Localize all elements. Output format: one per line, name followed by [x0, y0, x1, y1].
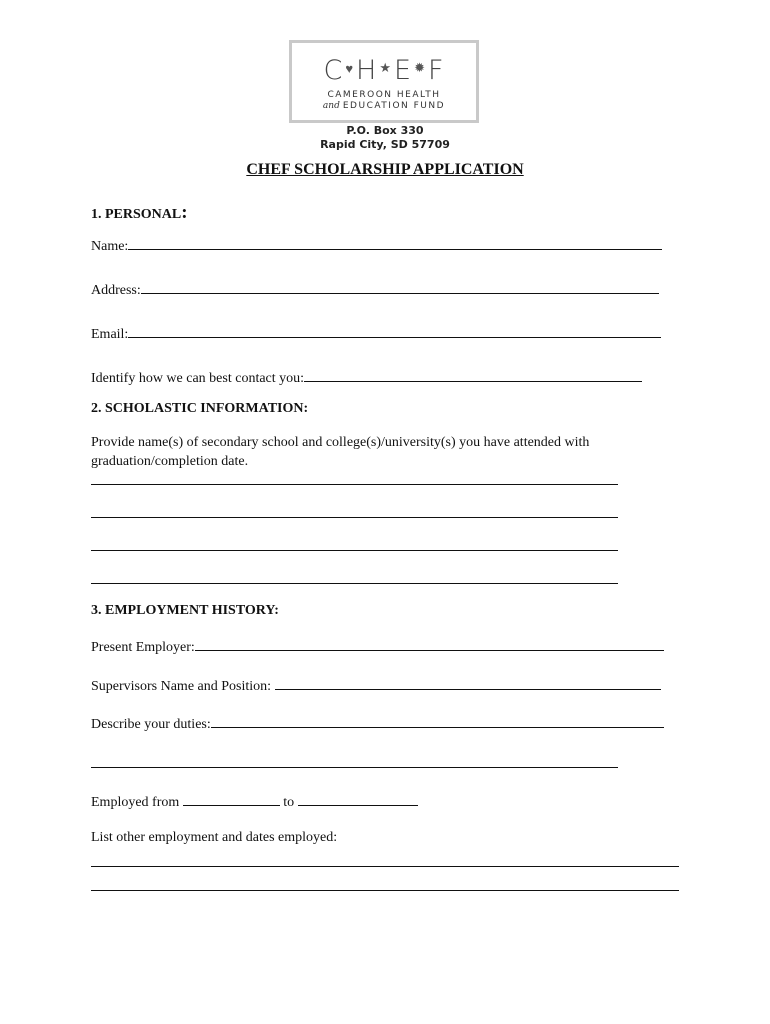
- contact-preference-field[interactable]: [91, 368, 642, 387]
- logo-org-line1: CAMEROON HEALTH: [327, 90, 441, 100]
- logo: [289, 40, 479, 123]
- name-input-line[interactable]: [128, 236, 662, 250]
- contact-label: Identify how we can best contact you:: [91, 371, 305, 386]
- supervisor-label: Supervisors Name and Position:: [91, 679, 272, 694]
- employed-to-label: to: [283, 795, 295, 810]
- address-input-line[interactable]: [141, 280, 659, 294]
- duties-label: Describe your duties:: [91, 717, 211, 732]
- section-personal-heading-text: 1. PERSONAL: [91, 207, 182, 222]
- address-line-1: P.O. Box 330: [346, 124, 424, 137]
- address-label: Address:: [91, 283, 141, 298]
- supervisor-input-line[interactable]: [275, 676, 661, 690]
- scholastic-instruction: Provide name(s) of secondary school and college(s)/university(s) you have attended with graduation/completion date.: [91, 435, 590, 469]
- duties-line-2[interactable]: [91, 767, 618, 768]
- supervisor-field[interactable]: [91, 676, 661, 695]
- employed-from-label: Employed from: [91, 795, 180, 810]
- present-employer-field[interactable]: [91, 637, 664, 656]
- scholastic-line-2[interactable]: [91, 517, 618, 518]
- email-input-line[interactable]: [128, 324, 661, 338]
- name-label: Name:: [91, 239, 129, 254]
- star-icon: ★: [379, 61, 393, 76]
- employment-dates-field[interactable]: [91, 792, 418, 811]
- duties-input-line[interactable]: [211, 714, 664, 728]
- email-label: Email:: [91, 327, 129, 342]
- email-field[interactable]: [91, 324, 661, 343]
- employer-input-line[interactable]: [195, 637, 664, 651]
- logo-letter-h: H: [356, 55, 378, 86]
- page-title: CHEF SCHOLARSHIP APPLICATION: [246, 161, 524, 178]
- scholastic-line-1[interactable]: [91, 484, 618, 485]
- other-employment-label: List other employment and dates employed:: [91, 830, 338, 845]
- logo-and: and: [322, 101, 340, 111]
- scholastic-line-4[interactable]: [91, 583, 618, 584]
- address-line-2: Rapid City, SD 57709: [320, 138, 450, 151]
- scholastic-line-3[interactable]: [91, 550, 618, 551]
- section-personal-heading: 1. PERSONAL:: [91, 202, 188, 223]
- logo-letter-e: E: [394, 55, 413, 86]
- other-employment-line-2[interactable]: [91, 890, 679, 891]
- other-employment-line-1[interactable]: [91, 866, 679, 867]
- contact-input-line[interactable]: [304, 368, 642, 382]
- logo-org-line2-text: EDUCATION FUND: [342, 101, 446, 111]
- leaf-icon: ✹: [414, 61, 426, 76]
- name-field[interactable]: [91, 236, 662, 255]
- employed-to-input-line[interactable]: [298, 792, 418, 806]
- section-employment-heading: 3. EMPLOYMENT HISTORY:: [91, 603, 279, 618]
- heart-icon: ♥: [345, 61, 355, 77]
- duties-field[interactable]: [91, 714, 664, 733]
- employer-label: Present Employer:: [91, 640, 195, 655]
- address-field[interactable]: [91, 280, 659, 299]
- employed-from-input-line[interactable]: [183, 792, 280, 806]
- logo-org-line2: [292, 101, 476, 111]
- section-scholastic-heading: 2. SCHOLASTIC INFORMATION:: [91, 401, 309, 416]
- logo-letter-c: C: [323, 55, 344, 86]
- logo-letters: [292, 55, 476, 86]
- logo-letter-f: F: [427, 55, 445, 86]
